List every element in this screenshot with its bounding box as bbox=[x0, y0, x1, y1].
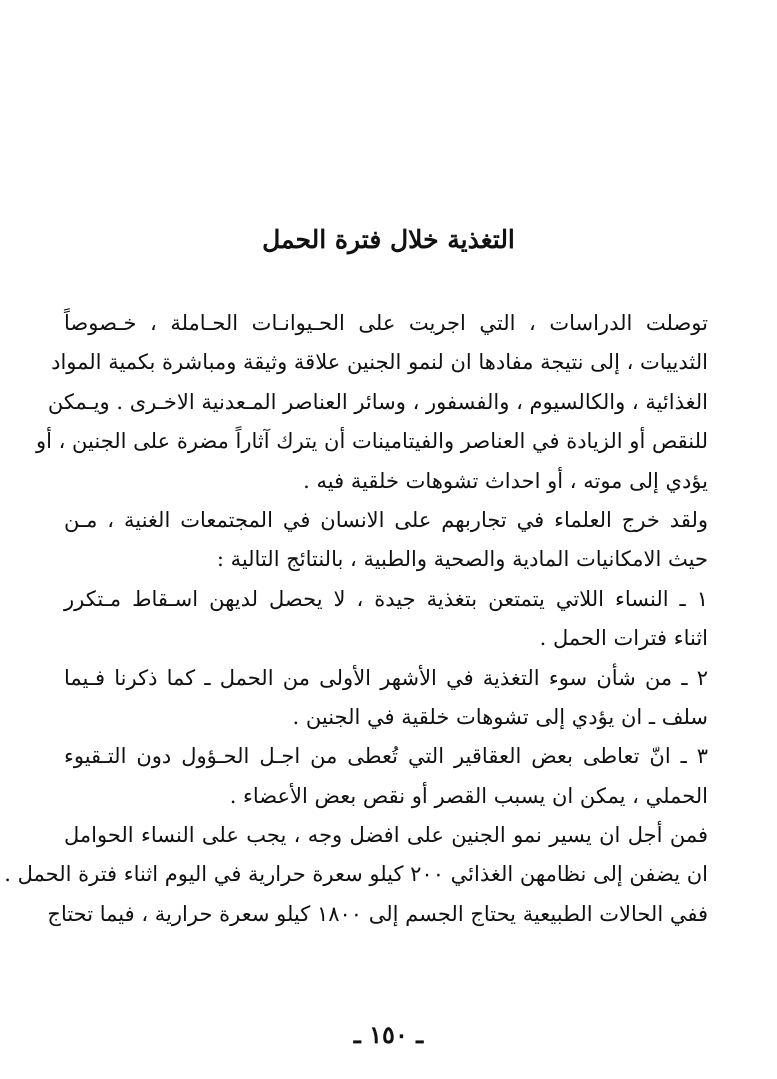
text-line: سلف ـ ان يؤدي إلى تشوهات خلقية في الجنين . bbox=[292, 704, 708, 729]
text-line: الحملي ، يمكن ان يسبب القصر أو نقص بعض الأعضاء . bbox=[229, 783, 708, 808]
text-line: اثناء فترات الحمل . bbox=[539, 626, 708, 651]
text-line: ان يضفن إلى نظامهن الغذائي ٢٠٠ كيلو سعرة حرارية في اليوم اثناء فترة الحمل . bbox=[4, 862, 708, 887]
text-line: ١ ـ النساء اللاتي يتمتعن بتغذية جيدة ، لا يحصل لديهن اسـقاط مـتكرر bbox=[64, 586, 708, 611]
text-line: الثدييات ، إلى نتيجة مفادها ان لنمو الجنين علاقة وثيقة ومباشرة بكمية المواد bbox=[51, 350, 708, 375]
text-line: للنقص أو الزيادة في العناصر والفيتامينات أن يترك آثاراً مضرة على الجنين ، أو bbox=[35, 429, 708, 454]
text-line: ٣ ـ انّ تعاطى بعض العقاقير التي تُعطى من اجـل الحـؤول دون التـقيوء bbox=[64, 744, 708, 769]
page-title: التغذية خلال فترة الحمل bbox=[262, 225, 515, 254]
page-number: ـ ١٥٠ ـ bbox=[353, 1020, 424, 1049]
text-line: حيث الامكانيات المادية والصحية والطبية ، بالنتائج التالية : bbox=[216, 547, 708, 572]
body-text bbox=[4, 304, 708, 934]
text-line: الغذائية ، والكالسيوم ، والفسفور ، وسائر العناصر المـعدنية الاخـرى . ويـمكن bbox=[47, 389, 708, 414]
text-line: يؤدي إلى موته ، أو احداث تشوهات خلقية فيه . bbox=[303, 468, 708, 493]
text-line: ففي الحالات الطبيعية يحتاج الجسم إلى ١٨٠٠ كيلو سعرة حرارية ، فيما تحتاج bbox=[47, 901, 708, 926]
text-line: فمن أجل ان يسير نمو الجنين على افضل وجه ، يجب على النساء الحوامل bbox=[64, 823, 708, 848]
text-line: توصلت الدراسات ، التي اجريت على الحـيوانـات الحـاملة ، خـصوصاً bbox=[64, 311, 708, 335]
text-line: ولقد خرج العلماء في تجاربهم على الانسان في المجتمعات الغنية ، مـن bbox=[64, 507, 708, 532]
text-line: ٢ ـ من شأن سوء التغذية في الأشهر الأولى من الحمل ـ كما ذكرنا فـيما bbox=[64, 665, 708, 690]
